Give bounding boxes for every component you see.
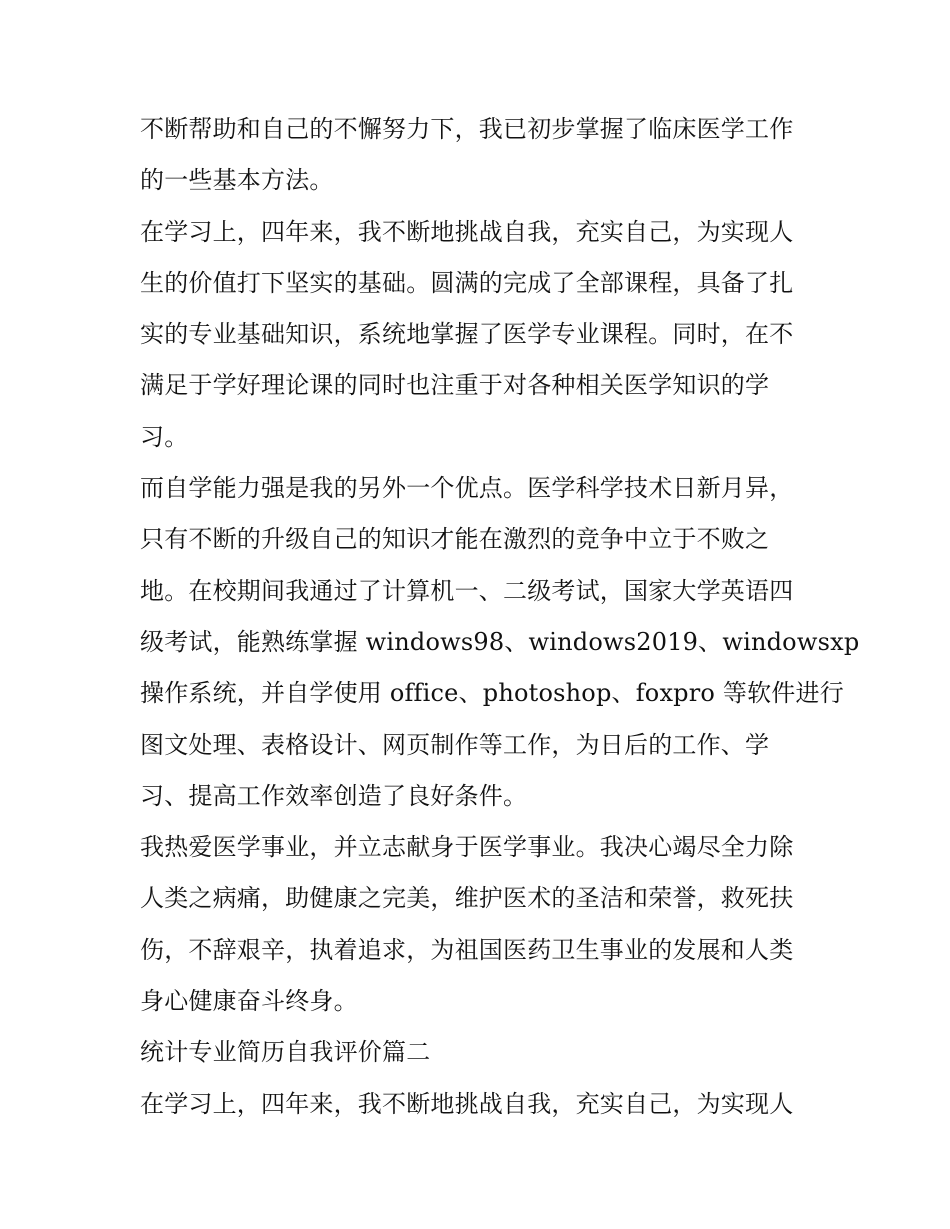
text-line: 伤，不辞艰辛，执着追求，为祖国医药卫生事业的发展和人类 bbox=[140, 935, 794, 964]
text-line: 生的价值打下坚实的基础。圆满的完成了全部课程，具备了扎 bbox=[140, 268, 794, 297]
text-line: 在学习上，四年来，我不断地挑战自我，充实自己，为实现人 bbox=[140, 217, 794, 246]
text-line: 我热爱医学事业，并立志献身于医学事业。我决心竭尽全力除 bbox=[140, 833, 794, 862]
text-line: 只有不断的升级自己的知识才能在激烈的竞争中立于不败之 bbox=[140, 525, 770, 554]
text-line: 实的专业基础知识，系统地掌握了医学专业课程。同时，在不 bbox=[140, 320, 794, 349]
text-line: 而自学能力强是我的另外一个优点。医学科学技术日新月异， bbox=[140, 474, 794, 503]
text-line: 级考试，能熟练掌握 windows98、windows2019、windowsxp bbox=[140, 627, 860, 656]
text-line: 不断帮助和自己的不懈努力下，我已初步掌握了临床医学工作 bbox=[140, 115, 794, 143]
text-line: 的一些基本方法。 bbox=[140, 166, 334, 195]
text-line: 习、提高工作效率创造了良好条件。 bbox=[140, 781, 528, 810]
text-line: 图文处理、表格设计、网页制作等工作，为日后的工作、学 bbox=[140, 730, 770, 759]
text-line: 满足于学好理论课的同时也注重于对各种相关医学知识的学 bbox=[140, 371, 770, 400]
section-heading: 统计专业简历自我评价篇二 bbox=[140, 1038, 431, 1067]
text-line: 人类之病痛，助健康之完美，维护医术的圣洁和荣誉，救死扶 bbox=[140, 884, 794, 913]
document-body bbox=[140, 104, 860, 1130]
text-line: 在学习上，四年来，我不断地挑战自我，充实自己，为实现人 bbox=[140, 1089, 794, 1118]
text-line: 操作系统，并自学使用 office、photoshop、foxpro 等软件进行 bbox=[140, 679, 844, 708]
text-line: 习。 bbox=[140, 422, 189, 451]
text-line: 地。在校期间我通过了计算机一、二级考试，国家大学英语四 bbox=[140, 576, 794, 605]
text-line: 身心健康奋斗终身。 bbox=[140, 987, 358, 1016]
